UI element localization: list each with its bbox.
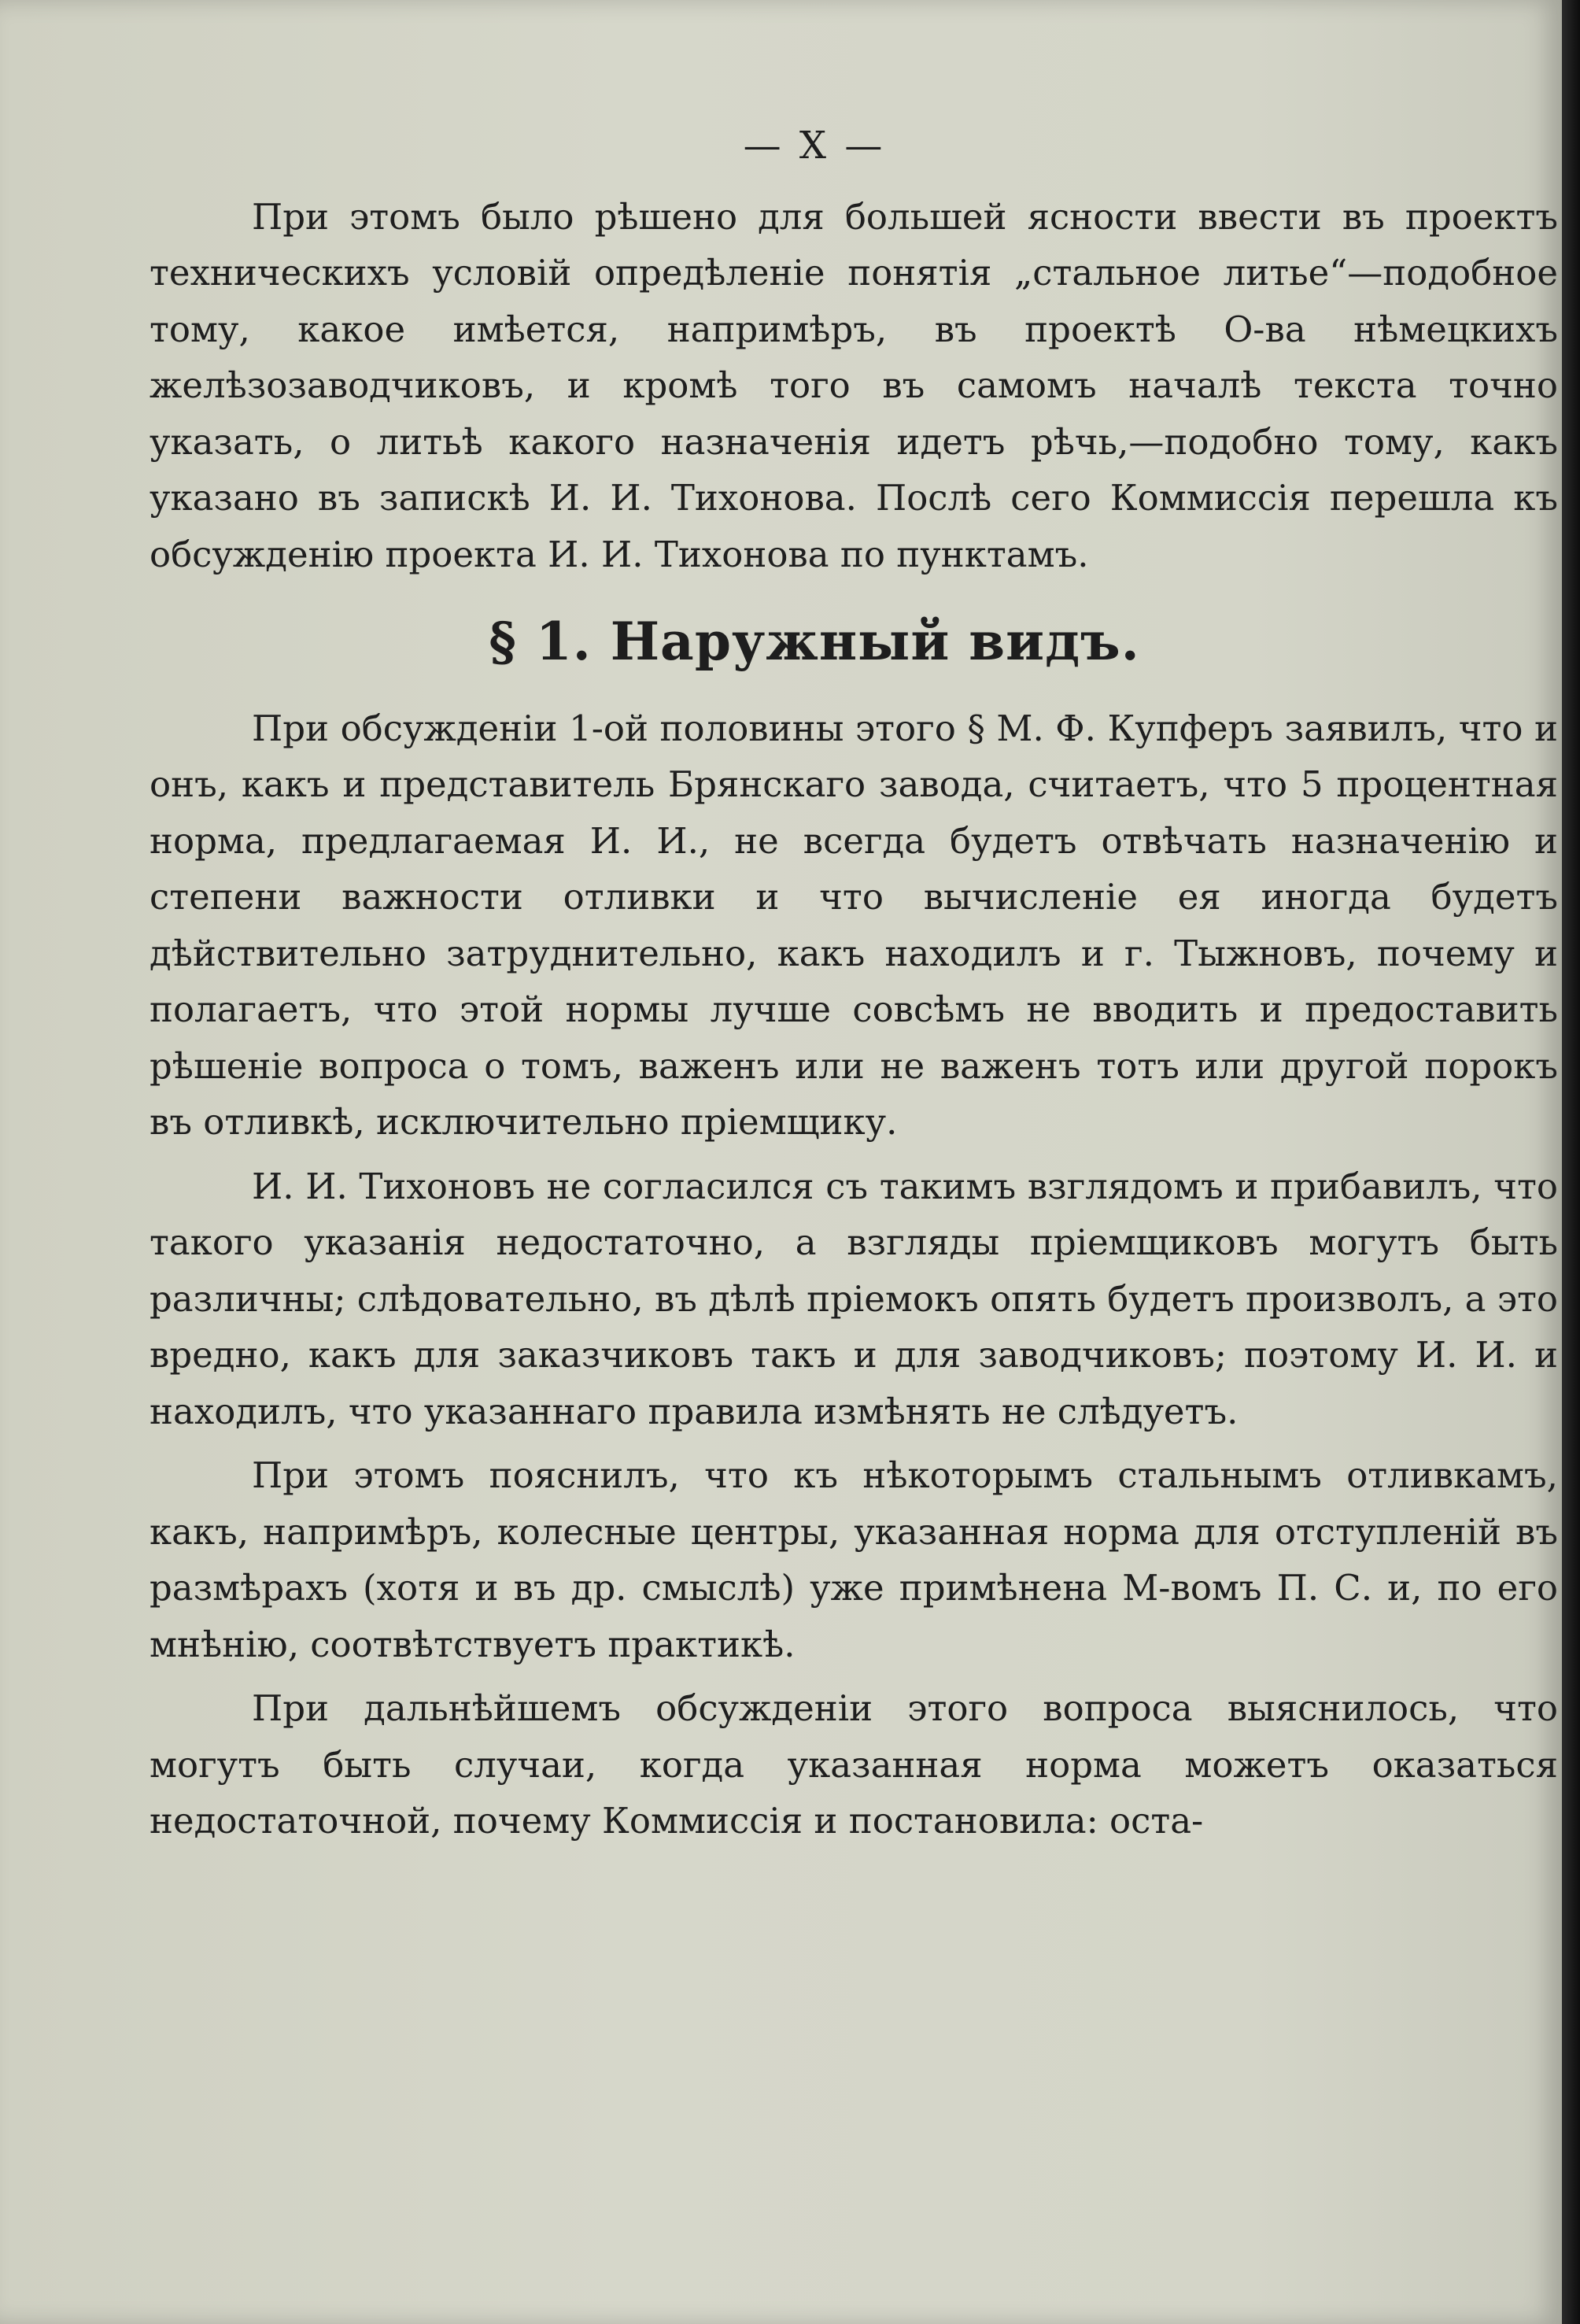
section-title: § 1. Наружный видъ. (489, 611, 1140, 672)
body-paragraph-3: При этомъ пояснилъ, что къ нѣкоторымъ стальнымъ отливкамъ, какъ, напримѣръ, колесные центры, указанная норма для отступленій въ размѣрахъ (хотя и въ др. смыслѣ) уже примѣнена М-вомъ П. С. и, по его мнѣнію, соотвѣтствуетъ практикѣ. (150, 1454, 1558, 1665)
page-number-header: — X — (743, 124, 886, 168)
intro-paragraph: При этомъ было рѣшено для большей ясности ввести въ проектъ техническихъ условій опредѣленіе понятія „стальное литье“—подобное тому, какое имѣется, напримѣръ, въ проектѣ О-ва нѣмецкихъ желѣзозаводчиковъ, и кромѣ того въ самомъ началѣ текста точно указать, о литьѣ какого назначенія идетъ рѣчь,—подобно тому, какъ указано въ запискѣ И. И. Тихонова. Послѣ сего Коммиссія перешла къ обсужденію проекта И. И. Тихонова по пунктамъ. (150, 195, 1558, 575)
body-paragraph-1: При обсужденіи 1-ой половины этого § М. Ф. Купферъ заявилъ, что и онъ, какъ и представитель Брянскаго завода, считаетъ, что 5 процентная норма, предлагаемая И. И., не всегда будетъ отвѣчать назначенію и степени важности отливки и что вычисленіе ея иногда будетъ дѣйствительно затруднительно, какъ находилъ и г. Тыжновъ, почему и полагаетъ, что этой нормы лучше совсѣмъ не вводить и предоставить рѣшеніе вопроса о томъ, важенъ или не важенъ тотъ или другой порокъ въ отливкѣ, исключительно пріемщику. (150, 707, 1558, 1143)
page-text (150, 118, 1558, 1849)
body-paragraph-2: И. И. Тихоновъ не согласился съ такимъ взглядомъ и прибавилъ, что такого указанія недостаточно, а взгляды пріемщиковъ могутъ быть различны; слѣдовательно, въ дѣлѣ пріемокъ опять будетъ произволъ, а это вредно, какъ для заказчиковъ такъ и для заводчиковъ; поэтому И. И. и находилъ, что указаннаго правила измѣнять не слѣдуетъ. (150, 1165, 1559, 1432)
page-edge-shadow (1562, 0, 1580, 2324)
body-paragraph-4: При дальнѣйшемъ обсужденіи этого вопроса выяснилось, что могутъ быть случаи, когда указанная норма можетъ оказаться недостаточной, почему Коммиссія и постановила: оста- (150, 1687, 1558, 1842)
